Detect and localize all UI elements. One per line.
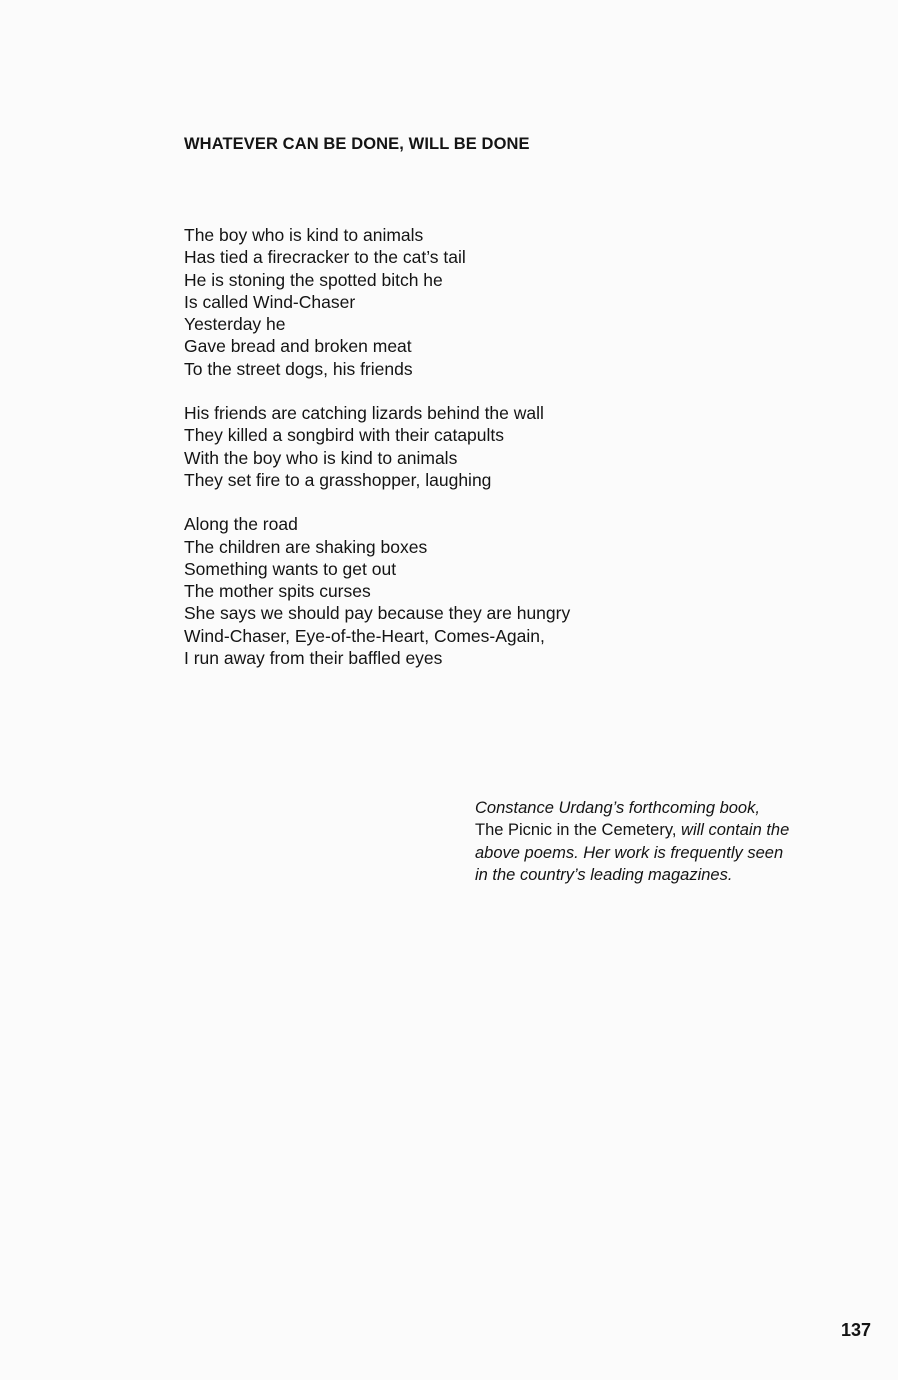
poem-line: The boy who is kind to animals <box>184 225 424 245</box>
poem-line: He is stoning the spotted bitch he <box>184 269 443 290</box>
poem-line: Yesterday he <box>184 314 286 335</box>
poem-line: Is called Wind-Chaser <box>184 291 356 312</box>
poem-line: Has tied a firecracker to the cat’s tail <box>184 247 466 268</box>
poem-title: WHATEVER CAN BE DONE, WILL BE DONE <box>184 135 530 153</box>
author-note <box>475 797 875 886</box>
poem-line: Along the road <box>184 514 298 535</box>
poem-line: She says we should pay because they are hungry <box>184 603 571 624</box>
author-note-line: in the country’s leading magazines. <box>475 865 733 884</box>
author-note-line: Constance Urdang’s forthcoming book, <box>475 799 760 817</box>
poem-line: Gave bread and broken meat <box>184 336 412 357</box>
stanza-2 <box>184 402 570 491</box>
author-note-text: will contain the <box>676 821 790 840</box>
poem-body <box>184 224 570 669</box>
poem-line: To the street dogs, his friends <box>184 358 413 379</box>
poem-line: I run away from their baffled eyes <box>184 648 443 669</box>
author-note-line: above poems. Her work is frequently seen <box>475 843 784 862</box>
poem-line: They set fire to a grasshopper, laughing <box>184 469 492 490</box>
poem-line: They killed a songbird with their catapults <box>184 425 505 446</box>
poem-line: Wind-Chaser, Eye-of-the-Heart, Comes-Again, <box>184 625 545 646</box>
poem-line: The children are shaking boxes <box>184 536 428 557</box>
poem-line: The mother spits curses <box>184 581 371 602</box>
stanza-1 <box>184 224 570 380</box>
author-note-line <box>475 819 875 841</box>
book-title: The Picnic in the Cemetery, <box>475 821 677 840</box>
poem-line: His friends are catching lizards behind the wall <box>184 403 544 424</box>
poem-line: With the boy who is kind to animals <box>184 447 458 468</box>
page-number: 137 <box>840 1320 871 1340</box>
stanza-3 <box>184 513 570 669</box>
poem-line: Something wants to get out <box>184 558 397 579</box>
